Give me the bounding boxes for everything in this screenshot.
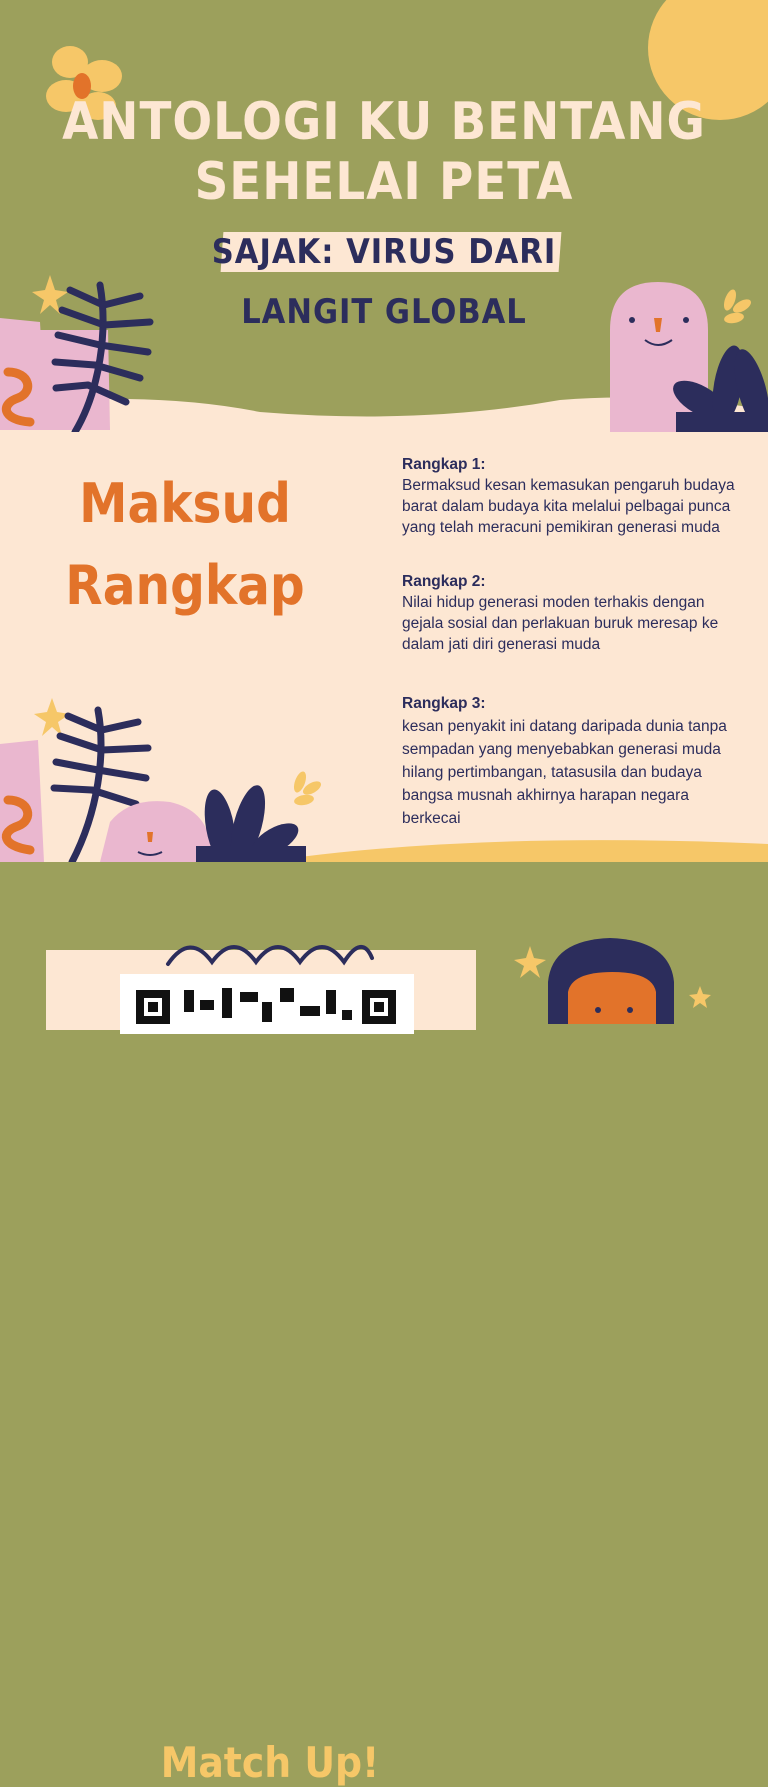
stanza-label: Rangkap 3: [402,695,486,712]
stanza-label: Rangkap 1: [402,456,486,473]
person-character [548,938,674,1024]
subtitle-line-1: SAJAK: VIRUS DARI [211,232,557,272]
heading-maksud: Maksud [79,472,291,535]
title-line-2: SEHELAI PETA [194,152,574,212]
stanza-text: kesan penyakit ini datang daripada dunia tanpa sempadan yang menyebabkan generasi muda hilang pertimbangan, tatasusila dan budaya bangsa musnah akhirnya harapan negara berkecai [402,718,727,827]
stanza-1 [402,454,742,538]
footer-decorations [0,862,768,1024]
stanza-text: Bermaksud kesan kemasukan pengaruh budaya barat dalam budaya kita melalui pelbagai punca yang telah meracuni pemikiran generasi muda [402,477,735,536]
match-up-label[interactable]: Match Up! [160,1738,380,1787]
title-line-1: ANTOLOGI KU BENTANG [62,92,706,152]
subtitle-line-2: LANGIT GLOBAL [241,292,527,332]
stanza-label: Rangkap 2: [402,573,486,590]
navy-leaves-icon-2 [196,782,306,867]
pink-ghost-small [100,801,212,862]
sprout-icon-2 [292,770,324,807]
star-icon-small [34,698,70,736]
qr-code-icon [120,974,414,1034]
content-section [0,432,768,862]
stanza-text: Nilai hidup generasi moden terhakis dengan gejala sosial dan perlakuan buruk meresap ke dalam jati diri generasi muda [402,594,719,653]
heading-rangkap: Rangkap [65,554,305,617]
stanza-2 [402,571,742,655]
header-decorations [0,0,768,432]
stanza-3 [402,692,742,830]
header-section [0,0,768,432]
star-icon-footer [514,946,546,978]
footer-section [0,862,768,1787]
